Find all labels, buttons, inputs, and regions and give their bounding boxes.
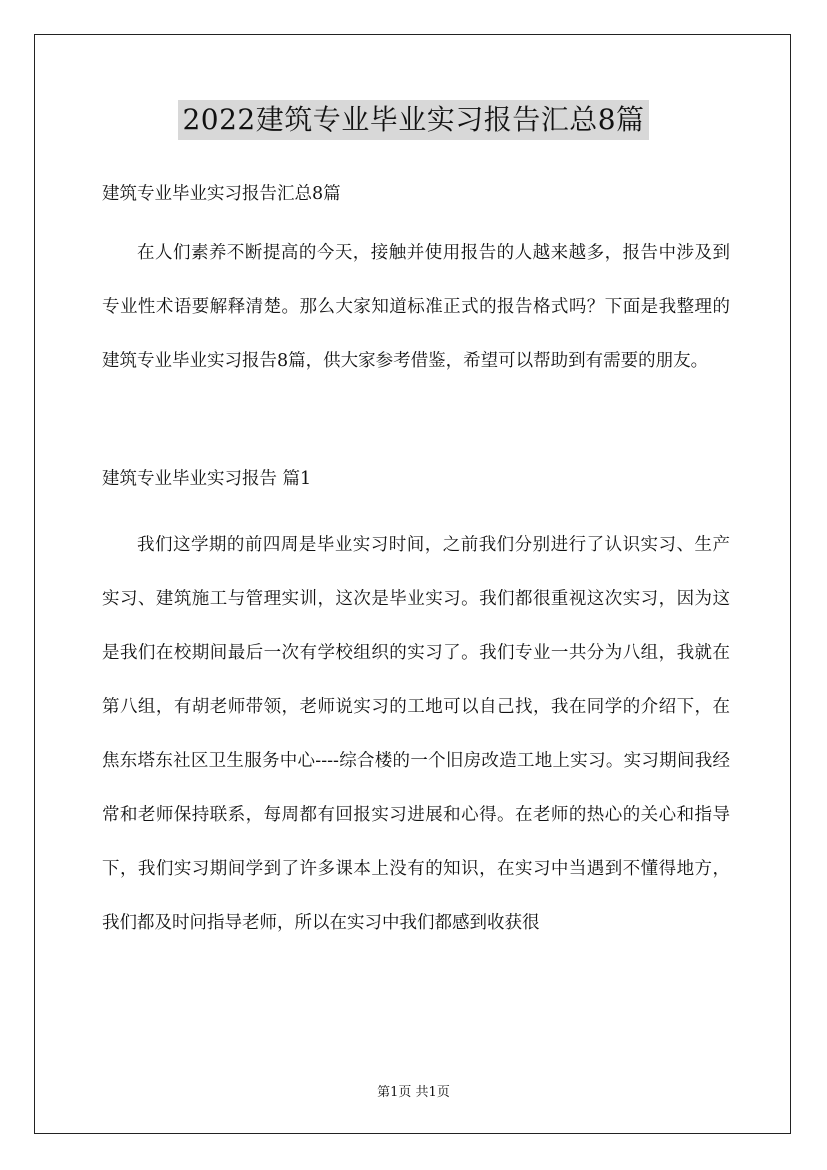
document-subtitle: 建筑专业毕业实习报告汇总8篇 (102, 184, 341, 204)
document-title: 2022建筑专业毕业实习报告汇总8篇 (178, 100, 648, 140)
title-wrap (0, 100, 827, 140)
document-body (102, 176, 730, 950)
page-footer: 第1页 共1页 (377, 1085, 450, 1100)
section-paragraph: 我们这学期的前四周是毕业实习时间，之前我们分别进行了认识实习、生产实习、建筑施工与管理实训，这次是毕业实习。我们都很重视这次实习，因为这是我们在校期间最后一次有学校组织的实习了。我们专业一共分为八组，我就在第八组，有胡老师带领，老师说实习的工地可以自己找，我在同学的介绍下，在焦东塔东社区卫生服务中心----综合楼的一个旧房改造工地上实习。实习期间我经常和老师保持联系，每周都有回报实习进展和心得。在老师的热心的关心和指导下，我们实习期间学到了许多课本上没有的知识，在实习中当遇到不懂得地方，我们都及时问指导老师，所以在实习中我们都感到收获很 (102, 535, 730, 933)
intro-paragraph: 在人们素养不断提高的今天，接触并使用报告的人越来越多，报告中涉及到专业性术语要解释清楚。那么大家知道标准正式的报告格式吗？下面是我整理的建筑专业毕业实习报告8篇，供大家参考借鉴，希望可以帮助到有需要的朋友。 (102, 243, 730, 371)
section-heading: 建筑专业毕业实习报告 篇1 (102, 469, 312, 489)
